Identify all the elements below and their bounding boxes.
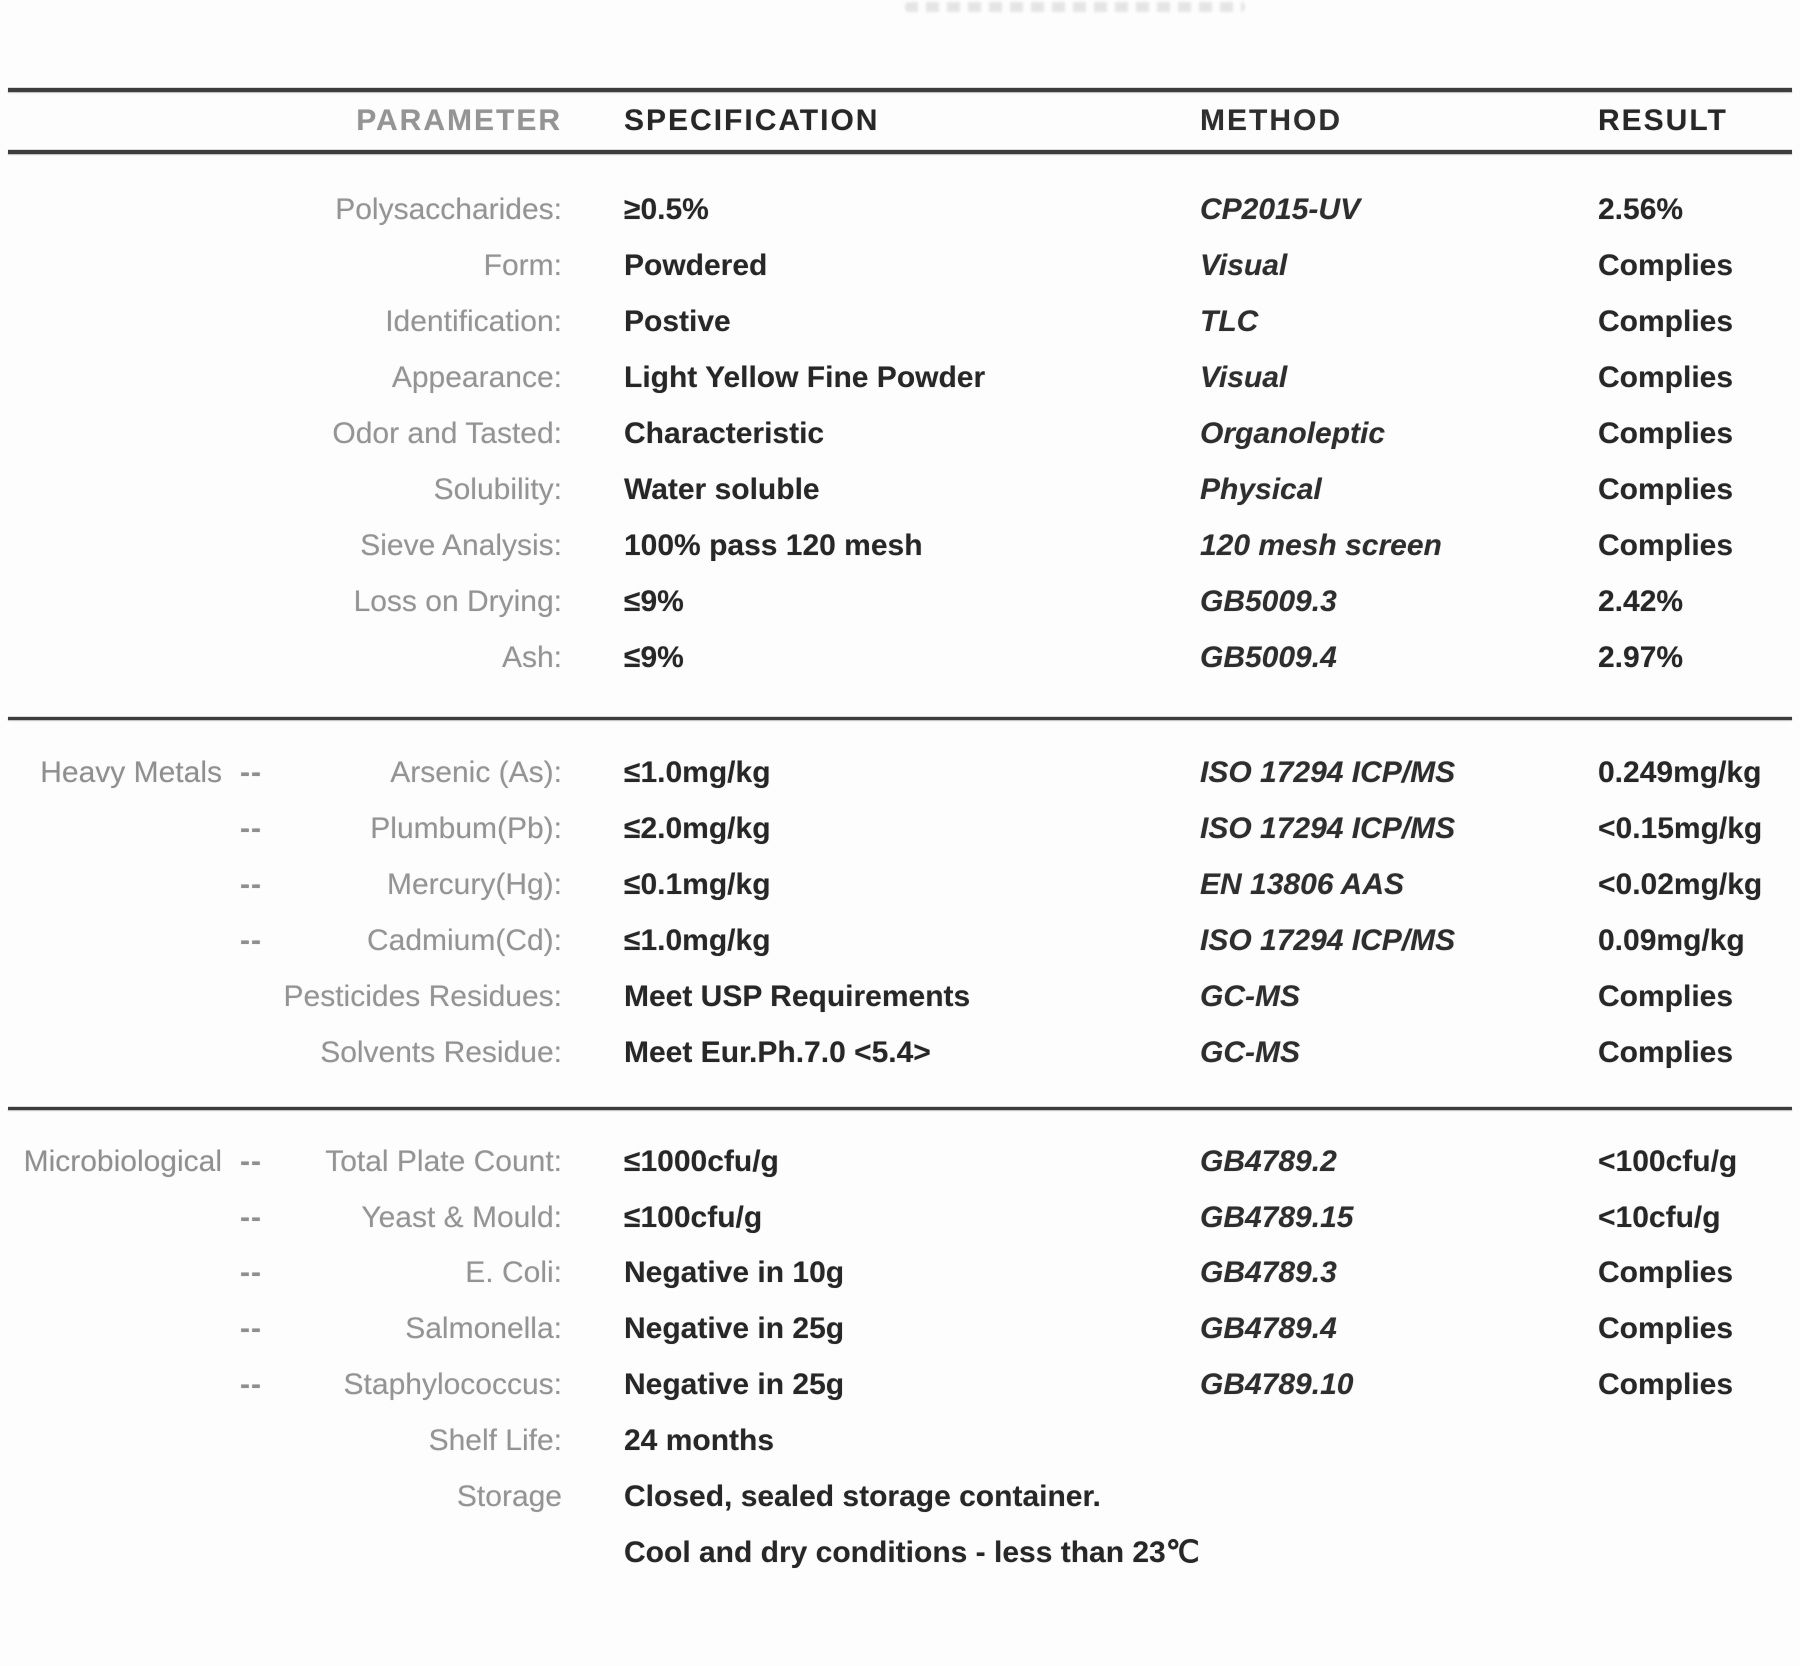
method-value: ISO 17294 ICP/MS — [1200, 812, 1456, 845]
method-value: Physical — [1200, 473, 1322, 506]
parameter-label: Arsenic (As): — [390, 756, 562, 789]
table-row — [0, 518, 1800, 574]
result-value: Complies — [1598, 980, 1734, 1013]
method-value: GC-MS — [1200, 980, 1300, 1013]
result-value: 2.97% — [1598, 641, 1684, 674]
parameter-label: Solvents Residue: — [320, 1036, 562, 1069]
method-value: GB4789.3 — [1200, 1256, 1337, 1290]
result-value: Complies — [1598, 1036, 1734, 1069]
parameter-label: Identification: — [385, 305, 562, 338]
table-row — [0, 969, 1800, 1025]
table-row — [0, 1413, 1800, 1469]
parameter-label: Cadmium(Cd): — [366, 924, 562, 957]
result-value: Complies — [1598, 529, 1734, 562]
parameter-label: Loss on Drying: — [353, 585, 562, 618]
group-dash-marker: -- — [240, 1144, 262, 1178]
result-value: Complies — [1598, 473, 1734, 506]
parameter-label: Staphylococcus: — [343, 1368, 562, 1402]
specification-value: ≤9% — [624, 641, 684, 674]
method-value: Organoleptic — [1200, 417, 1386, 450]
table-row — [0, 1190, 1800, 1246]
result-value: Complies — [1598, 417, 1734, 450]
table-row — [0, 1301, 1800, 1357]
table-row — [0, 913, 1800, 969]
method-value: GB5009.3 — [1200, 585, 1337, 618]
specification-value: 24 months — [624, 1423, 775, 1457]
parameter-label: Total Plate Count: — [325, 1144, 562, 1178]
result-value: 0.249mg/kg — [1598, 756, 1762, 789]
specification-value: ≤1.0mg/kg — [624, 756, 771, 789]
group-dash-marker: -- — [240, 1312, 262, 1346]
result-value: Complies — [1598, 249, 1734, 282]
table-row — [0, 406, 1800, 462]
method-value: ISO 17294 ICP/MS — [1200, 924, 1456, 957]
parameter-label: Form: — [483, 249, 562, 282]
specification-value: Powdered — [624, 249, 768, 282]
parameter-label: Sieve Analysis: — [360, 529, 562, 562]
specification-value: Negative in 10g — [624, 1256, 845, 1290]
method-value: TLC — [1200, 305, 1259, 338]
section-heavy-metals — [0, 745, 1800, 1081]
table-row — [0, 1246, 1800, 1302]
section-group-label: Microbiological — [23, 1144, 222, 1178]
specification-value: Meet Eur.Ph.7.0 <5.4> — [624, 1036, 931, 1069]
method-value: GB5009.4 — [1200, 641, 1337, 674]
method-value: GB4789.15 — [1200, 1200, 1354, 1234]
group-dash-marker: -- — [240, 868, 262, 901]
specification-value: Negative in 25g — [624, 1312, 845, 1346]
table-row — [0, 350, 1800, 406]
result-value: <0.02mg/kg — [1598, 868, 1763, 901]
parameter-label: Appearance: — [391, 361, 562, 394]
method-value: GB4789.2 — [1200, 1144, 1337, 1178]
table-row — [0, 630, 1800, 686]
result-value: Complies — [1598, 1312, 1734, 1346]
parameter-label: Mercury(Hg): — [386, 868, 562, 901]
section-group-label: Heavy Metals — [40, 756, 222, 789]
table-row — [0, 857, 1800, 913]
method-value: Visual — [1200, 249, 1288, 282]
result-value: 0.09mg/kg — [1598, 924, 1745, 957]
specification-value: Negative in 25g — [624, 1368, 845, 1402]
section-microbiological — [0, 1134, 1800, 1580]
specification-value: 100% pass 120 mesh — [624, 529, 923, 562]
specification-value: Characteristic — [624, 417, 825, 450]
group-dash-marker: -- — [240, 812, 262, 845]
table-header-row — [0, 92, 1800, 150]
specification-value: ≤2.0mg/kg — [624, 812, 771, 845]
parameter-label: Storage — [456, 1479, 562, 1513]
parameter-label: Polysaccharides: — [335, 193, 562, 226]
specification-value: Postive — [624, 305, 731, 338]
specification-value: ≤9% — [624, 585, 684, 618]
result-value: 2.42% — [1598, 585, 1684, 618]
specification-value: ≤1000cfu/g — [624, 1144, 779, 1178]
table-row — [0, 1134, 1800, 1190]
group-dash-marker: -- — [240, 924, 262, 957]
table-row — [0, 238, 1800, 294]
specification-value: Water soluble — [624, 473, 820, 506]
table-row — [0, 1025, 1800, 1081]
table-row — [0, 1357, 1800, 1413]
table-row — [0, 294, 1800, 350]
column-header-result: RESULT — [1598, 104, 1728, 137]
scan-artifact — [905, 2, 1245, 12]
method-value: CP2015-UV — [1200, 193, 1361, 226]
specification-value: Light Yellow Fine Powder — [624, 361, 986, 394]
column-header-parameter: PARAMETER — [356, 104, 562, 137]
section-general — [0, 182, 1800, 686]
table-row — [0, 1525, 1800, 1581]
group-dash-marker: -- — [240, 756, 262, 789]
result-value: 2.56% — [1598, 193, 1684, 226]
result-value: Complies — [1598, 361, 1734, 394]
method-value: EN 13806 AAS — [1200, 868, 1404, 901]
method-value: GB4789.10 — [1200, 1368, 1354, 1402]
specification-value: Closed, sealed storage container. — [624, 1479, 1101, 1513]
result-value: Complies — [1598, 1368, 1734, 1402]
specification-value: Cool and dry conditions - less than 23℃ — [624, 1535, 1200, 1569]
specification-value: Meet USP Requirements — [624, 980, 971, 1013]
specification-value: ≥0.5% — [624, 193, 709, 226]
parameter-label: Salmonella: — [405, 1312, 562, 1346]
result-value: Complies — [1598, 1256, 1734, 1290]
group-dash-marker: -- — [240, 1256, 262, 1290]
specification-value: ≤100cfu/g — [624, 1200, 763, 1234]
result-value: <100cfu/g — [1598, 1144, 1738, 1178]
result-value: Complies — [1598, 305, 1734, 338]
specification-value: ≤1.0mg/kg — [624, 924, 771, 957]
result-value: <0.15mg/kg — [1598, 812, 1763, 845]
section-divider-heavy-metals — [8, 717, 1792, 720]
parameter-label: Solubility: — [433, 473, 562, 506]
table-row — [0, 745, 1800, 801]
table-row — [0, 462, 1800, 518]
group-dash-marker: -- — [240, 1368, 262, 1402]
header-bottom-rule — [8, 150, 1792, 154]
group-dash-marker: -- — [240, 1200, 262, 1234]
parameter-label: Odor and Tasted: — [332, 417, 562, 450]
specification-value: ≤0.1mg/kg — [624, 868, 771, 901]
parameter-label: Shelf Life: — [428, 1423, 562, 1457]
method-value: GB4789.4 — [1200, 1312, 1337, 1346]
parameter-label: Ash: — [501, 641, 562, 674]
parameter-label: E. Coli: — [465, 1256, 562, 1290]
method-value: 120 mesh screen — [1200, 529, 1442, 562]
column-header-specification: SPECIFICATION — [624, 104, 880, 137]
table-row — [0, 182, 1800, 238]
parameter-label: Plumbum(Pb): — [370, 812, 562, 845]
column-header-method: METHOD — [1200, 104, 1342, 137]
parameter-label: Yeast & Mould: — [361, 1200, 562, 1234]
method-value: GC-MS — [1200, 1036, 1300, 1069]
result-value: <10cfu/g — [1598, 1200, 1721, 1234]
table-row — [0, 1469, 1800, 1525]
table-row — [0, 801, 1800, 857]
section-divider-microbiological — [8, 1107, 1792, 1110]
table-row — [0, 574, 1800, 630]
method-value: Visual — [1200, 361, 1288, 394]
parameter-label: Pesticides Residues: — [283, 980, 562, 1013]
method-value: ISO 17294 ICP/MS — [1200, 756, 1456, 789]
